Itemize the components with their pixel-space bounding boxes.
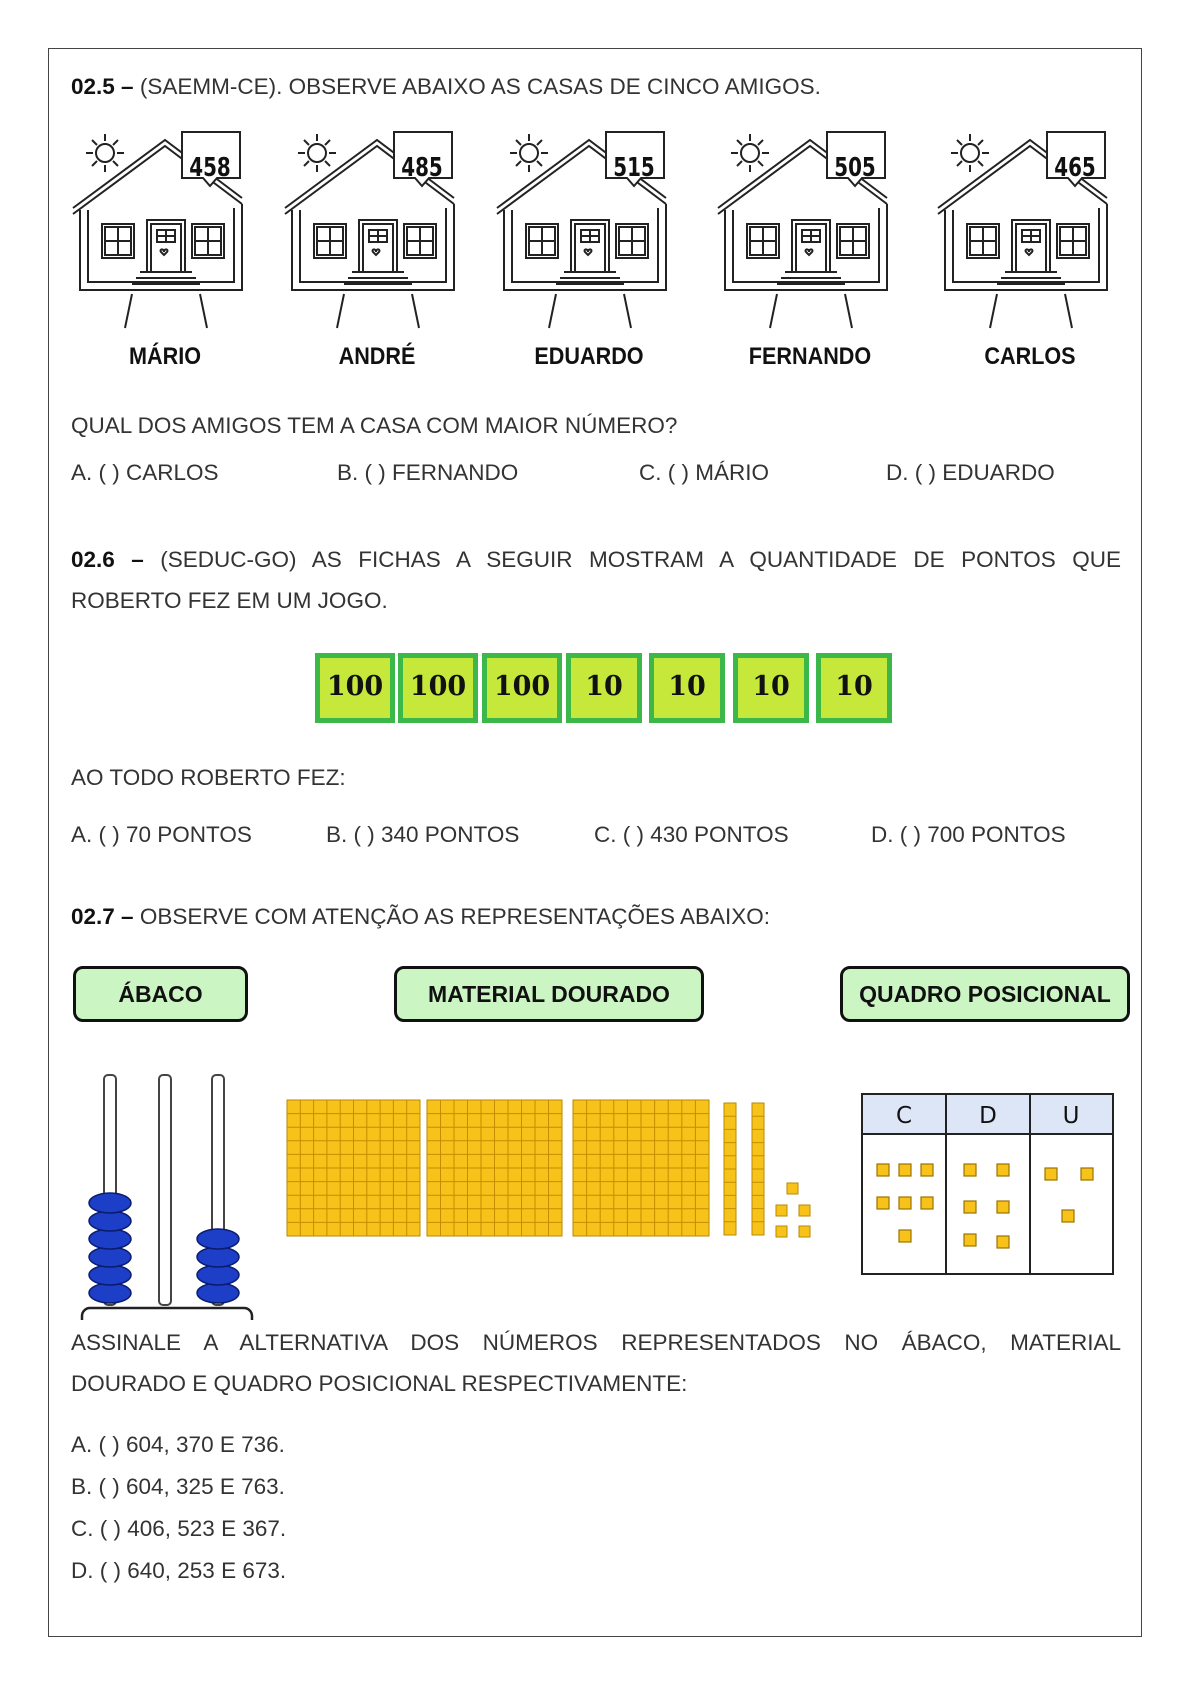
abacus-bead [197,1265,239,1285]
q25-option-c[interactable]: C. ( ) MÁRIO [639,460,769,485]
house-owner-name: EDUARDO [534,343,644,370]
q25-option-a[interactable]: A. ( ) CARLOS [71,460,219,485]
pv-unit-square [964,1234,976,1246]
q25-heading: 02.5 – (SAEMM-CE). OBSERVE ABAIXO AS CASAS DE CINCO AMIGOS. [71,74,821,99]
pv-unit-square [1081,1168,1093,1180]
q27-option-d[interactable]: D. ( ) 640, 253 E 673. [71,1558,287,1583]
point-token: 100 [482,653,562,723]
house-5 [935,128,1125,378]
pv-unit-square [1062,1210,1074,1222]
base-ten-blocks [287,1100,810,1237]
hundred-block [287,1100,420,1236]
sun-icon [510,134,548,172]
unit-cube [787,1183,798,1194]
point-token: 100 [315,653,395,723]
house-number: 505 [834,153,876,183]
abacus-bead [89,1265,131,1285]
pv-unit-square [921,1164,933,1176]
house-number: 485 [401,153,443,183]
unit-cube [799,1226,810,1237]
abacus-bead [197,1247,239,1267]
hundred-block [573,1100,709,1236]
point-token: 10 [649,653,725,723]
label-abacus: ÁBACO [73,966,248,1022]
house-owner-name: CARLOS [984,343,1076,370]
pv-unit-square [899,1164,911,1176]
pv-unit-square [997,1236,1009,1248]
abacus-bead [197,1283,239,1303]
q25-option-d[interactable]: D. ( ) EDUARDO [886,460,1055,485]
q27-option-a[interactable]: A. ( ) 604, 370 E 736. [71,1432,285,1457]
sun-icon [86,134,124,172]
q26-option-a[interactable]: A. ( ) 70 PONTOS [71,822,252,847]
q27-question-cont: DOURADO E QUADRO POSICIONAL RESPECTIVAMENTE: [71,1371,688,1396]
house-4 [715,128,905,378]
pv-header: U [1062,1103,1080,1129]
pv-unit-square [964,1201,976,1213]
q27-figures [0,1060,1190,1320]
q27-heading: 02.7 – OBSERVE COM ATENÇÃO AS REPRESENTAÇÕES ABAIXO: [71,904,771,929]
q25-question: QUAL DOS AMIGOS TEM A CASA COM MAIOR NÚMERO? [71,413,678,438]
ten-rod [724,1103,736,1235]
q26-option-c[interactable]: C. ( ) 430 PONTOS [594,822,789,847]
point-token: 100 [398,653,478,723]
pv-header: C [895,1103,913,1129]
pv-unit-square [997,1201,1009,1213]
pv-unit-square [899,1230,911,1242]
pv-unit-square [997,1164,1009,1176]
pv-unit-square [1045,1168,1057,1180]
q26-question: AO TODO ROBERTO FEZ: [71,765,346,790]
house-1 [70,128,260,378]
pv-unit-square [877,1164,889,1176]
ten-rod [752,1103,764,1235]
abacus-base [82,1308,252,1320]
house-number: 458 [189,153,231,183]
pv-unit-square [921,1197,933,1209]
abacus-bead [89,1211,131,1231]
sun-icon [298,134,336,172]
house-number: 465 [1054,153,1096,183]
hundred-block [427,1100,562,1236]
house-3 [494,128,684,378]
q26-heading-cont: ROBERTO FEZ EM UM JOGO. [71,588,388,613]
pv-unit-square [877,1197,889,1209]
house-2 [282,128,472,378]
q26-option-b[interactable]: B. ( ) 340 PONTOS [326,822,520,847]
label-base-ten-blocks: MATERIAL DOURADO [394,966,704,1022]
abacus-bead [89,1229,131,1249]
pv-unit-square [964,1164,976,1176]
point-token: 10 [566,653,642,723]
abacus-rod [159,1075,171,1305]
label-place-value-chart: QUADRO POSICIONAL [840,966,1130,1022]
place-value-chart [862,1094,1113,1274]
abacus-bead [89,1247,131,1267]
pv-header: D [979,1103,997,1129]
q25-option-b[interactable]: B. ( ) FERNANDO [337,460,519,485]
pv-unit-square [899,1197,911,1209]
house-number: 515 [613,153,655,183]
q27-question: ASSINALE A ALTERNATIVA DOS NÚMEROS REPRESENTADOS NO ÁBACO, MATERIAL [71,1330,1121,1355]
abacus-bead [89,1283,131,1303]
q27-option-b[interactable]: B. ( ) 604, 325 E 763. [71,1474,285,1499]
q26-heading: 02.6 – (SEDUC-GO) AS FICHAS A SEGUIR MOSTRAM A QUANTIDADE DE PONTOS QUE [71,547,1121,572]
abacus-bead [197,1229,239,1249]
point-token: 10 [733,653,809,723]
sun-icon [951,134,989,172]
unit-cube [776,1205,787,1216]
q26-option-d[interactable]: D. ( ) 700 PONTOS [871,822,1066,847]
abacus [82,1075,252,1320]
house-owner-name: FERNANDO [748,343,872,370]
unit-cube [776,1226,787,1237]
sun-icon [731,134,769,172]
q27-option-c[interactable]: C. ( ) 406, 523 E 367. [71,1516,287,1541]
abacus-bead [89,1193,131,1213]
unit-cube [799,1205,810,1216]
house-owner-name: ANDRÉ [338,343,416,370]
house-owner-name: MÁRIO [129,343,201,370]
point-token: 10 [816,653,892,723]
